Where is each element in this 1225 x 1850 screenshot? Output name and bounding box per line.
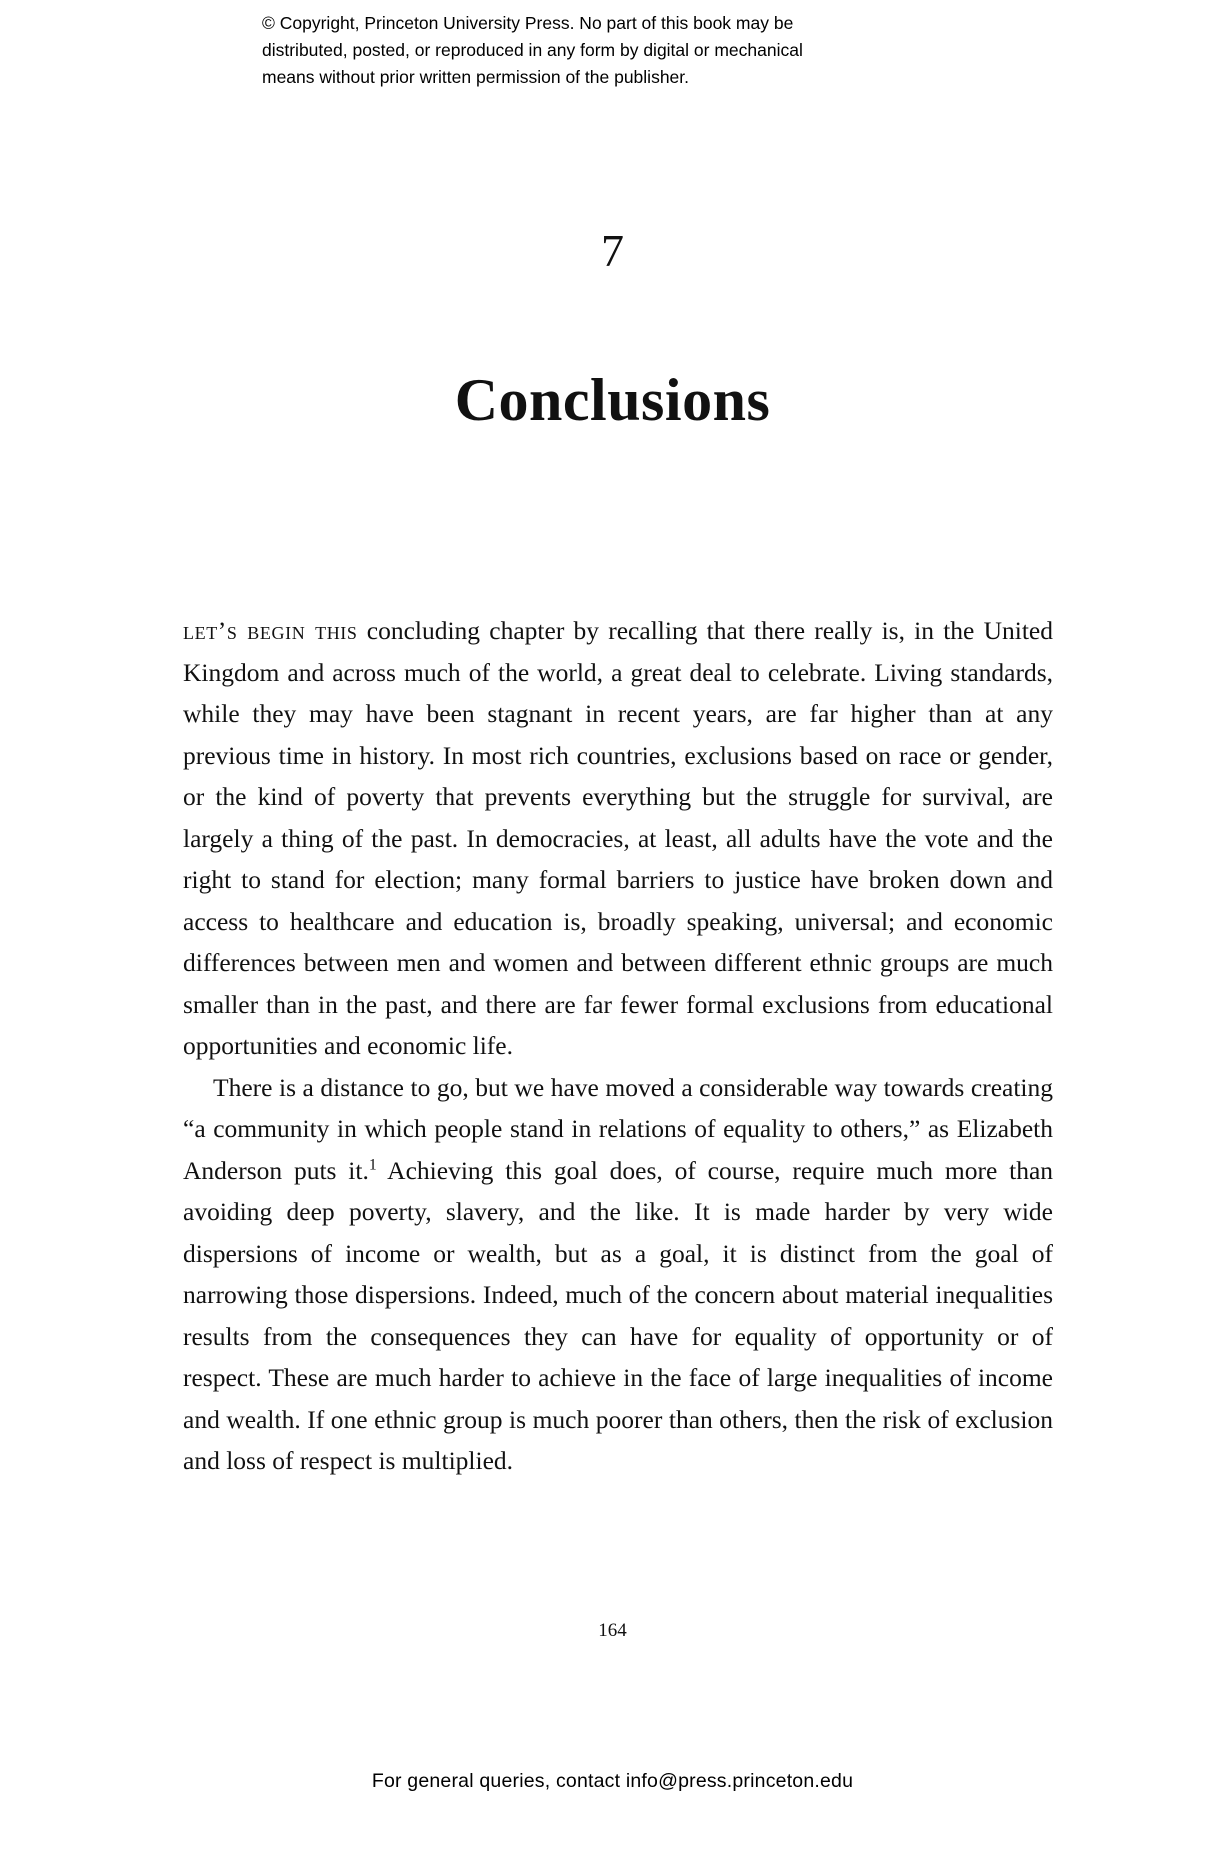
paragraph-2 [183, 1067, 1053, 1482]
opening-small-caps: let’s begin this [183, 616, 358, 645]
copyright-notice [262, 10, 962, 91]
chapter-title: Conclusions [454, 367, 771, 434]
footer-queries: For general queries, contact info@press.princeton.edu [371, 1770, 854, 1792]
paragraph-1 [183, 610, 1053, 1067]
footnote-marker: 1 [368, 1156, 377, 1173]
copyright-line-1: © Copyright, Princeton University Press. No part of this book may be [262, 13, 794, 33]
chapter-number: 7 [601, 225, 624, 276]
body-text [183, 610, 1053, 1482]
copyright-line-3: means without prior written permission of the publisher. [262, 67, 690, 88]
paragraph-2-text-part2: Achieving this goal does, of course, require much more than avoiding deep poverty, slavery, and the like. It is made harder by very wide dispersions of income or wealth, but as a goal, it is distinct from the goal of narrowing those dispersions. Indeed, much of the concern about material inequalities results from the consequences they can have for equality of opportunity or of respect. These are much harder to achieve in the face of large inequalities of income and wealth. If one ethnic group is much poorer than others, then the risk of exclusion and loss of respect is multiplied. [183, 1155, 1054, 1475]
paragraph-2-text-part1: There is a distance to go, but we have moved a considerable way towards creating “a community in which people stand in relations of equality to others,” as Elizabeth Anderson puts it. [183, 1072, 1053, 1185]
copyright-line-2: distributed, posted, or reproduced in any form by digital or mechanical [262, 40, 803, 61]
page-number: 164 [598, 1620, 627, 1641]
paragraph-1-text: concluding chapter by recalling that there really is, in the United Kingdom and across much of the world, a great deal to celebrate. Living standards, while they may have been stagnant in recent years, are far higher than at any previous time in history. In most rich countries, exclusions based on race or gender, or the kind of poverty that prevents everything but the struggle for survival, are largely a thing of the past. In democracies, at least, all adults have the vote and the right to stand for election; many formal barriers to justice have broken down and access to healthcare and education is, broadly speaking, universal; and economic differences between men and women and between different ethnic groups are much smaller than in the past, and there are far fewer formal exclusions from educational opportunities and economic life. [183, 616, 1053, 1060]
